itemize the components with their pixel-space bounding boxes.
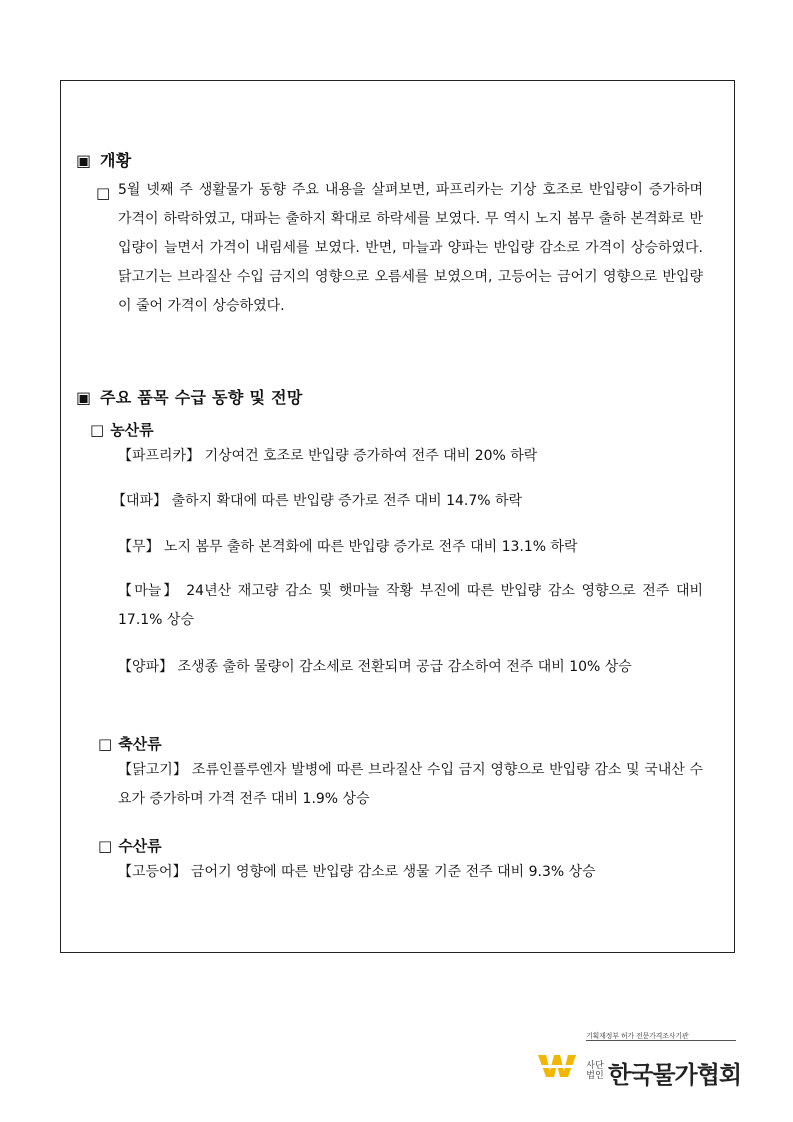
item-text: 금어기 영향에 따른 반입량 감소로 생물 기준 전주 대비 9.3% 상승 <box>191 864 596 880</box>
item-text: 조류인플루엔자 발병에 따른 브라질산 수입 금지 영향으로 반입량 감소 및 국내산 수요가 증가하며 가격 전주 대비 1.9% 상승 <box>118 762 703 807</box>
item-tag: 【파프리카】 <box>118 448 201 464</box>
item-text: 기상여건 호조로 반입량 증가하여 전주 대비 20% 하락 <box>204 448 538 464</box>
logo-corp-label: 사단법인 <box>586 1061 604 1081</box>
item-tag: 【무】 <box>118 539 160 555</box>
item-tag: 【닭고기】 <box>118 762 188 778</box>
logo-divider <box>586 1040 736 1041</box>
checkbox-icon: □ <box>98 735 113 753</box>
logo-subtitle: 기획재정부 허가 전문가격조사기관 <box>586 1032 689 1040</box>
item-text: 24년산 재고량 감소 및 햇마늘 작황 부진에 따른 반입량 감소 영향으로 전주 대비 17.1% 상승 <box>118 583 703 628</box>
item-tag: 【고등어】 <box>118 864 187 880</box>
outlook-title: 주요 품목 수급 동향 및 전망 <box>100 388 303 407</box>
overview-bullet-icon: □ <box>96 184 111 202</box>
section-mark-icon: ▣ <box>76 388 92 407</box>
logo-name: 한국물가협회 <box>608 1061 742 1089</box>
item-text: 출하지 확대에 따른 반입량 증가로 전주 대비 14.7% 하락 <box>171 493 523 509</box>
item-tag: 【대파】 <box>112 493 168 509</box>
overview-text: 5월 넷째 주 생활물가 동향 주요 내용을 살펴보면, 파프리카는 기상 호조로 반입량이 증가하며 가격이 하락하였고, 대파는 출하지 확대로 하락세를 보였다. 무 역시 노지 봄무 출하 본격화로 반입량이 늘면서 가격이 내림세를 보였다. 반면, 마늘과 양파는 반입량 감소로 가격이 상승하였다. 닭고기는 브라질산 수입 금지의 영향으로 오름세를 보였으며, 고등어는 금어기 영향으로 반입량이 줄어 가격이 상승하였다. <box>118 182 703 314</box>
list-item <box>118 533 703 562</box>
list-item <box>118 653 703 682</box>
item-tag: 【양파】 <box>118 659 174 675</box>
group-title-livestock <box>98 733 162 754</box>
checkbox-icon: □ <box>98 837 113 855</box>
list-item <box>118 577 703 635</box>
logo-mark-icon <box>538 1053 582 1079</box>
list-item <box>112 487 703 516</box>
logo-mark-stripe <box>538 1065 582 1068</box>
group-title-label: 농산류 <box>110 421 154 439</box>
item-text: 조생종 출하 물량이 감소세로 전환되며 공급 감소하여 전주 대비 10% 상승 <box>177 659 632 675</box>
overview-title: 개황 <box>100 151 132 170</box>
group-title-agriculture <box>90 419 154 440</box>
item-text: 노지 봄무 출하 본격화에 따른 반입량 증가로 전주 대비 13.1% 하락 <box>163 539 578 555</box>
list-item <box>118 442 703 471</box>
item-tag: 【마늘】 <box>118 583 180 599</box>
group-title-label: 축산류 <box>118 735 162 753</box>
organization-logo <box>538 1031 742 1089</box>
overview-heading <box>76 148 132 171</box>
checkbox-icon: □ <box>90 421 105 439</box>
list-item <box>118 756 703 814</box>
section-mark-icon: ▣ <box>76 151 92 170</box>
group-title-fishery <box>98 835 162 856</box>
group-title-label: 수산류 <box>118 837 162 855</box>
list-item <box>118 858 703 887</box>
outlook-heading <box>76 385 303 408</box>
